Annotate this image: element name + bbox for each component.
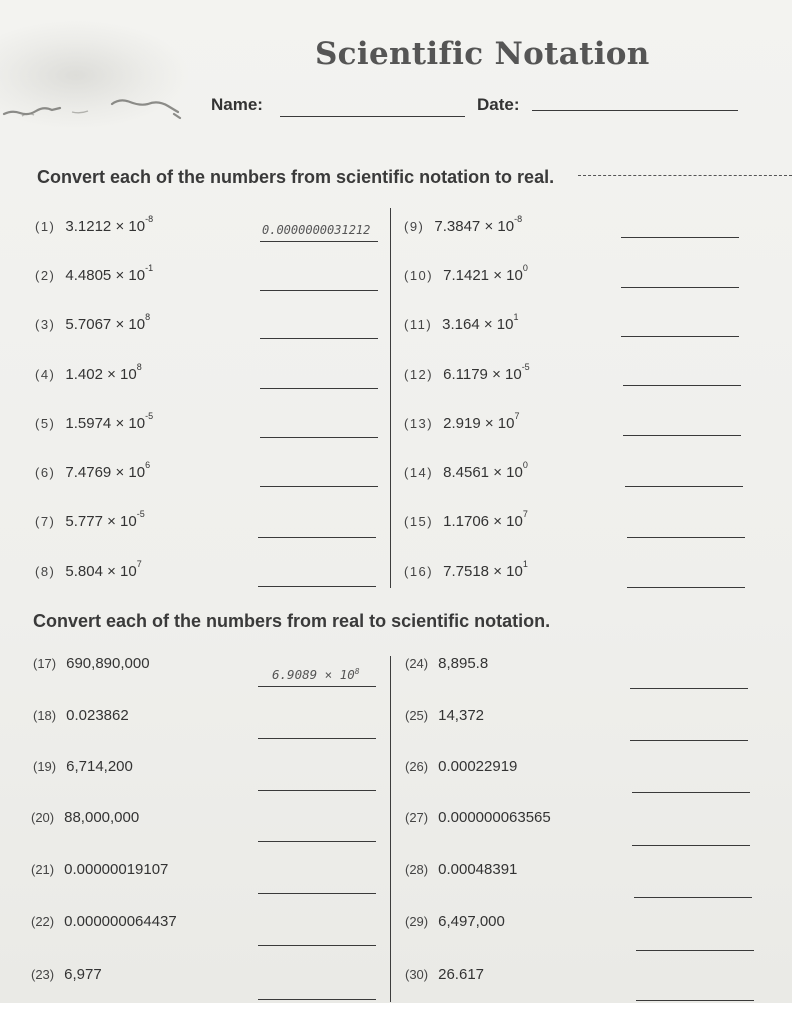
problem-1 (35, 214, 154, 235)
answer-line-1[interactable] (260, 241, 378, 242)
problem-value: 0.00000019107 (64, 861, 169, 878)
problem-number: (8) (35, 564, 56, 579)
problem-11 (404, 312, 519, 333)
answer-line-17[interactable] (258, 686, 376, 687)
problem-number: (2) (35, 268, 56, 283)
answer-line-13[interactable] (623, 435, 741, 436)
answer-line-2[interactable] (260, 290, 378, 291)
problem-value: 0.00048391 (438, 861, 518, 878)
problem-22 (31, 913, 177, 930)
answer-line-3[interactable] (260, 338, 378, 339)
problem-expression: $8.4561 \times 10^0$ (443, 460, 528, 481)
answer-1-handwritten: 0.0000000031212 (262, 223, 371, 237)
problem-18 (33, 707, 129, 724)
problem-number: (29) (405, 914, 429, 929)
answer-line-20[interactable] (258, 841, 376, 842)
answer-line-11[interactable] (621, 336, 739, 337)
problem-number: (24) (405, 656, 429, 671)
section2-heading: Convert each of the numbers from real to scientific notation. (33, 611, 551, 631)
heading-dashed-rule (578, 175, 792, 176)
problem-28 (405, 861, 517, 878)
problem-30 (405, 966, 484, 983)
problem-value: 0.023862 (66, 707, 129, 724)
problem-26 (405, 758, 517, 775)
problem-number: (26) (405, 759, 429, 774)
problem-number: (12) (404, 367, 434, 382)
answer-line-22[interactable] (258, 945, 376, 946)
problem-expression: $5.777 \times 10^{-5}$ (65, 509, 145, 530)
problem-17 (33, 655, 150, 672)
problem-value: 26.617 (438, 966, 485, 983)
problem-number: (28) (405, 862, 429, 877)
problem-16 (404, 559, 528, 580)
answer-line-6[interactable] (260, 486, 378, 487)
problem-13 (404, 411, 520, 432)
problem-8 (35, 559, 142, 580)
problem-number: (23) (31, 967, 55, 982)
problem-29 (405, 913, 505, 930)
problem-10 (404, 263, 528, 284)
problem-23 (31, 966, 102, 983)
problem-expression: $1.5974 \times 10^{-5}$ (65, 411, 154, 432)
problem-number: (27) (405, 810, 429, 825)
problem-value: 6,977 (64, 966, 102, 983)
problem-number: (16) (404, 564, 434, 579)
problem-number: (19) (33, 759, 57, 774)
problem-19 (33, 758, 133, 775)
problem-value: 14,372 (438, 707, 485, 724)
problem-expression: $1.1706 \times 10^7$ (443, 509, 528, 530)
problem-7 (35, 509, 145, 530)
problem-number: (3) (35, 317, 56, 332)
date-label: Date: (477, 95, 520, 114)
problem-value: 88,000,000 (64, 809, 140, 826)
section1-column-divider (390, 208, 391, 588)
problem-number: (1) (35, 219, 56, 234)
answer-line-5[interactable] (260, 437, 378, 438)
answer-line-19[interactable] (258, 790, 376, 791)
answer-line-30[interactable] (636, 1000, 754, 1001)
problem-number: (14) (404, 465, 434, 480)
problem-number: (5) (35, 416, 56, 431)
problem-number: (11) (404, 317, 433, 332)
problem-number: (30) (405, 967, 429, 982)
problem-27 (405, 809, 551, 826)
problem-number: (22) (31, 914, 55, 929)
problem-expression: $5.804 \times 10^7$ (65, 559, 142, 580)
problem-4 (35, 362, 142, 383)
problem-value: 0.000000063565 (438, 809, 551, 826)
answer-line-23[interactable] (258, 999, 376, 1000)
problem-20 (31, 809, 139, 826)
problem-9 (404, 214, 523, 235)
answer-line-14[interactable] (625, 486, 743, 487)
worksheet-title: Scientific Notation (315, 36, 650, 72)
answer-line-12[interactable] (623, 385, 741, 386)
problem-expression: $7.1421 \times 10^0$ (443, 263, 528, 284)
answer-line-4[interactable] (260, 388, 378, 389)
answer-line-29[interactable] (636, 950, 754, 951)
problem-number: (7) (35, 514, 56, 529)
problem-21 (31, 861, 168, 878)
problem-3 (35, 312, 151, 333)
problem-expression: $3.164 \times 10^1$ (442, 312, 519, 333)
answer-line-9[interactable] (621, 237, 739, 238)
problem-2 (35, 263, 154, 284)
answer-17-handwritten: $6.9089 \times 10^8$ (272, 666, 360, 682)
problem-number: (21) (31, 862, 55, 877)
pencil-scribble-mark (2, 92, 187, 122)
problem-value: 0.00022919 (438, 758, 518, 775)
problem-expression: $3.1212 \times 10^{-8}$ (65, 214, 154, 235)
answer-line-25[interactable] (630, 740, 748, 741)
problem-number: (15) (404, 514, 434, 529)
problem-6 (35, 460, 151, 481)
problem-number: (20) (31, 810, 55, 825)
answer-line-16[interactable] (627, 587, 745, 588)
answer-line-24[interactable] (630, 688, 748, 689)
problem-number: (25) (405, 708, 429, 723)
problem-24 (405, 655, 488, 672)
problem-expression: $7.4769 \times 10^6$ (65, 460, 151, 481)
problem-expression: $6.1179 \times 10^{-5}$ (443, 362, 530, 383)
problem-expression: $1.402 \times 10^8$ (65, 362, 142, 383)
name-label: Name: (211, 95, 263, 114)
page-bottom-margin (0, 1003, 792, 1024)
problem-expression: $7.7518 \times 10^1$ (443, 559, 528, 580)
section2-column-divider (390, 656, 391, 1002)
problem-expression: $7.3847 \times 10^{-8}$ (434, 214, 523, 235)
section1-heading: Convert each of the numbers from scientific notation to real. (37, 167, 555, 187)
problem-expression: $4.4805 \times 10^{-1}$ (65, 263, 154, 284)
answer-line-10[interactable] (621, 287, 739, 288)
problem-value: 8,895.8 (438, 655, 489, 672)
answer-line-8[interactable] (258, 586, 376, 587)
problem-number: (6) (35, 465, 56, 480)
problem-value: 690,890,000 (66, 655, 150, 672)
name-field-line[interactable] (280, 116, 465, 117)
problem-number: (10) (404, 268, 434, 283)
answer-line-18[interactable] (258, 738, 376, 739)
problem-15 (404, 509, 528, 530)
problem-number: (13) (404, 416, 434, 431)
problem-expression: $5.7067 \times 10^8$ (65, 312, 151, 333)
answer-line-21[interactable] (258, 893, 376, 894)
problem-5 (35, 411, 154, 432)
answer-line-7[interactable] (258, 537, 376, 538)
problem-value: 0.000000064437 (64, 913, 177, 930)
problem-25 (405, 707, 484, 724)
date-field-line[interactable] (532, 110, 738, 111)
problem-12 (404, 362, 530, 383)
answer-line-26[interactable] (632, 792, 750, 793)
problem-number: (4) (35, 367, 56, 382)
answer-line-27[interactable] (632, 845, 750, 846)
problem-14 (404, 460, 528, 481)
problem-expression: $2.919 \times 10^7$ (443, 411, 520, 432)
answer-line-15[interactable] (627, 537, 745, 538)
problem-number: (18) (33, 708, 57, 723)
problem-number: (9) (404, 219, 425, 234)
problem-value: 6,497,000 (438, 913, 505, 930)
answer-line-28[interactable] (634, 897, 752, 898)
problem-number: (17) (33, 656, 57, 671)
problem-value: 6,714,200 (66, 758, 133, 775)
